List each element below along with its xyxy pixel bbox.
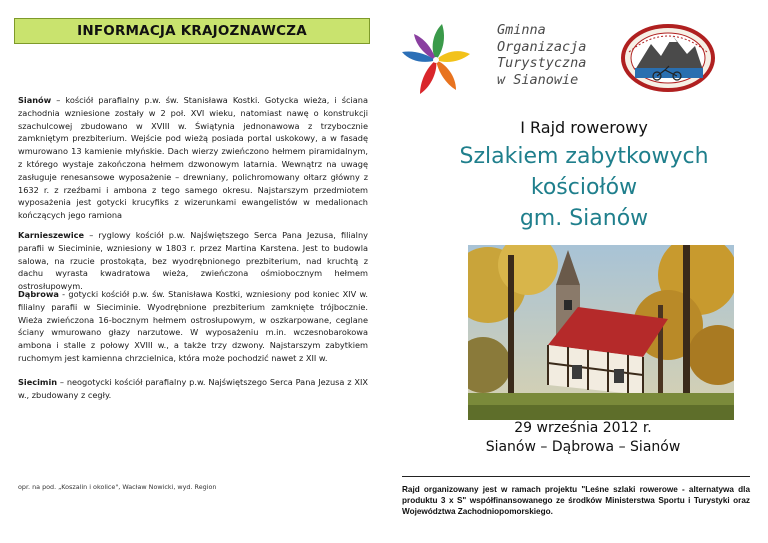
place-name: Sianów (18, 95, 52, 105)
place-name: Siecimin (18, 377, 58, 387)
org-line: w Sianowie (497, 71, 579, 88)
info-header (14, 18, 370, 44)
info-header-text: INFORMACJA KRAJOZNAWCZA (77, 23, 307, 39)
paragraph-dabrowa (18, 288, 368, 365)
paragraph-siecimin (18, 376, 368, 402)
divider (402, 476, 750, 477)
paragraph-text: ryglowy kościół p.w. Najświętszego Serca Pana Jezusa, filialny parafii w Sieciminie, wzniesiony w 1803 r. przez Martina Karstena. Jest to budowla salowa, na rzucie prostokąta, bez wyodrębnionego prezbiterium, nad kruchtą z dachu wyrasta kwadratowa wieża, zwieńczona ośmiobocznym hełmem ostrosłupowym. (18, 230, 368, 292)
paragraph-karnieszewice (18, 229, 368, 293)
dash: – (84, 230, 99, 240)
event-title (384, 141, 768, 234)
place-name: Karnieszewice (18, 230, 85, 240)
paragraph-text: gotycki kościół p.w. św. Stanisława Kostki, wzniesiony pod koniec XIV w. filialny parafii w Sieciminie. Wyodrębnione prezbiterium zamknięte trójbocznie. Wieża zwieńczona 16-bocznym hełmem ostrosłupowym, w oszkarpowane, ceglane ściany wmurowano głazy narzutowe. W wyposażeniu m.in. wczesnobarokowa ambona i stalle z połowy XVIII w., a także trzy dzwony. Najstarszym zabytkiem ruchomym jest kamienna chrzcielnica, która może pochodzić nawet z XII w. (18, 289, 368, 363)
event-route: Sianów – Dąbrowa – Sianów (485, 439, 681, 455)
event-title-line: Szlakiem zabytkowych (459, 144, 709, 169)
org-line: Gminna (497, 22, 546, 38)
dash: - (58, 289, 69, 299)
source-note: opr. na pod. „Koszalin i okolice", Wacław Nowicki, wyd. Region (18, 483, 217, 491)
paragraph-text: kościół parafialny p.w. św. Stanisława Kostki. Gotycka wieża, i ściana zachodnia wzniesione zostały w 2 poł. XVI wieku, natomiast nawę o konstrukcji szachulcowej zbudowano w XVIII w. Świątynia jednonawowa z trzybocznie zamkniętym prezbiterium. Wejście pod wieżą posiada portal uskokowy, a w fasadę wmurowano 13 kamienie młyńskie. Dach wierzy zwieńczono hełmem piramidalnym, z którego wystaje zakończona hełmem dzwonowym latarnia. Wewnątrz na uwagę zasługuje renesansowe wyposażenie – drewniany, polichromowany ołtarz główny z 1632 r. z rzeźbami i ambona z tego samego okresu. Najstarszym przedmiotem wyposażenia jest gotycki krucyfiks z wizerunkami ewangelistów w medalionach kończących jego ramiona (18, 95, 368, 221)
church-photo (468, 245, 734, 420)
place-name: Dąbrowa (18, 289, 59, 299)
event-date: 29 września 2012 r. (514, 420, 652, 436)
organization-name (497, 22, 617, 88)
paragraph-text: neogotycki kościół parafialny p.w. Najświętszego Serca Pana Jezusa z XIX w., zbudowany z cegły. (18, 377, 368, 400)
dash: – (57, 377, 67, 387)
org-line: Organizacja (497, 38, 587, 55)
paragraph-sianow (18, 94, 368, 222)
pinwheel-logo-icon (400, 20, 472, 98)
project-note: Rajd organizowany jest w ramach projektu "Leśne szlaki rowerowe - alternatywa dla produktu 3 x S" współfinansowanego ze środków Ministerstwa Sportu i Turystyki oraz Województwa Zachodniopomorskiego. (402, 485, 750, 516)
org-line: Turystyczna (497, 55, 587, 71)
event-subtitle: I Rajd rowerowy (520, 118, 648, 137)
event-title-line: kościołów (530, 175, 638, 200)
dash: – (51, 95, 66, 105)
event-title-line: gm. Sianów (519, 206, 649, 231)
club-badge-icon (621, 24, 716, 92)
